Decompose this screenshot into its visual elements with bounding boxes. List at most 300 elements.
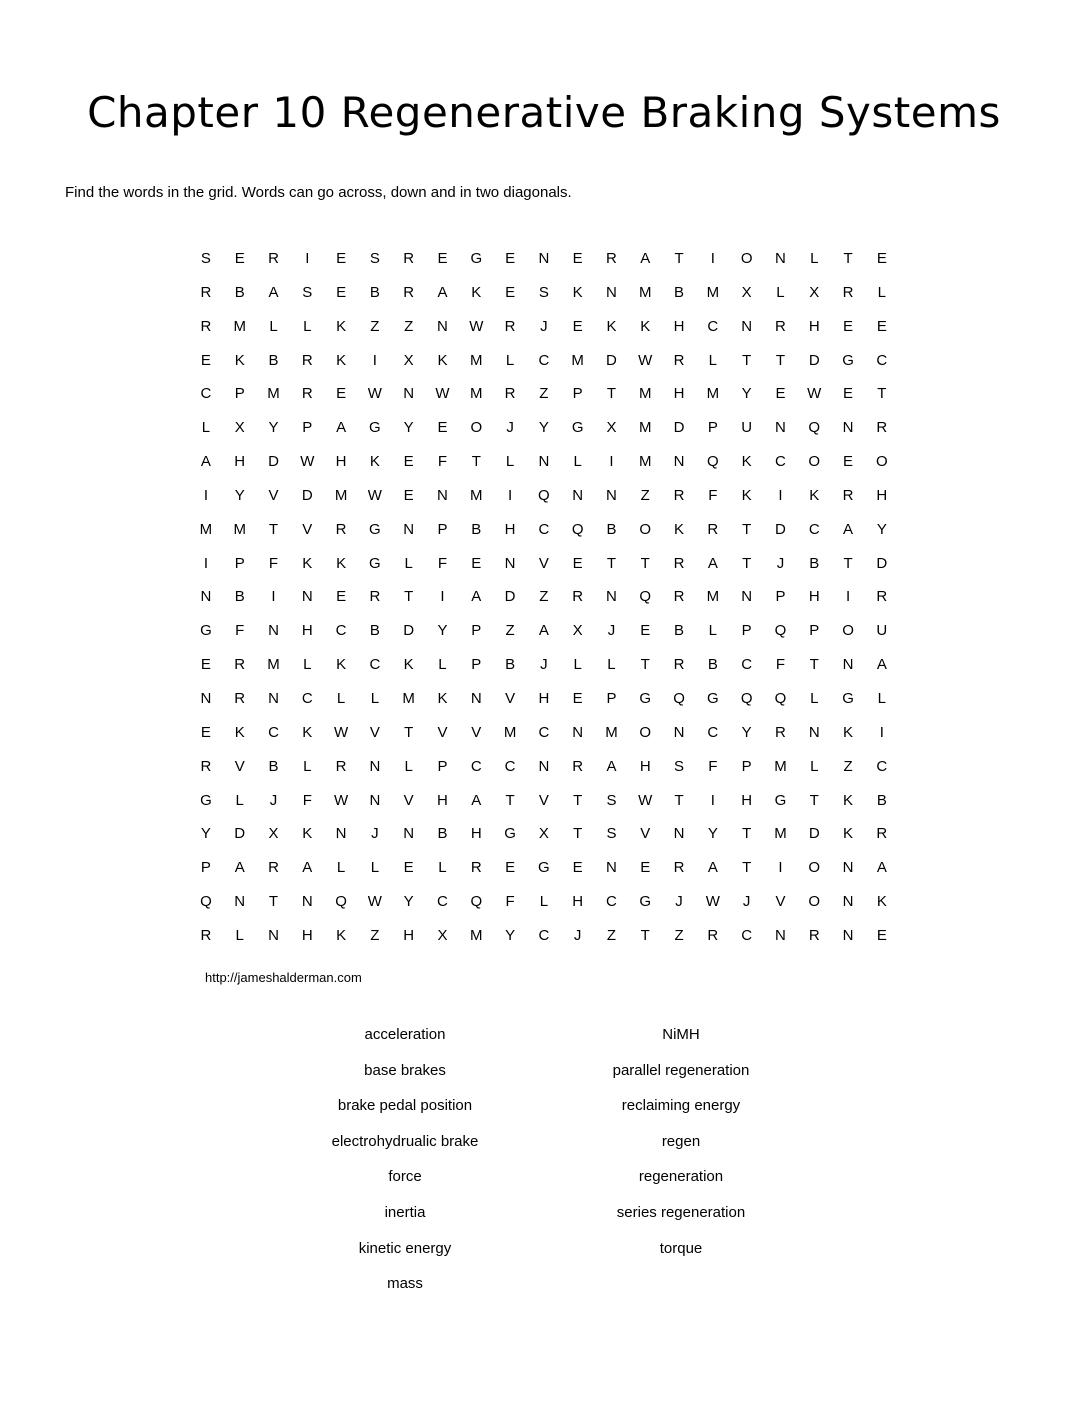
grid-letter: J xyxy=(506,419,514,437)
grid-letter: D xyxy=(673,419,685,437)
grid-letter: K xyxy=(336,351,347,369)
grid-letter: I xyxy=(710,250,715,267)
grid-letter: G xyxy=(470,250,483,267)
grid-letter: E xyxy=(336,385,347,403)
grid-letter: H xyxy=(470,825,482,843)
grid-letter: D xyxy=(775,520,786,538)
grid-letter: N xyxy=(369,757,381,775)
grid-letter: C xyxy=(606,893,617,911)
grid-letter: S xyxy=(674,757,685,775)
grid-letter: C xyxy=(876,351,888,369)
word-list-item: brake pedal position xyxy=(337,1097,473,1115)
grid-letter: O xyxy=(808,893,821,911)
grid-letter: F xyxy=(302,791,312,809)
grid-letter: P xyxy=(741,757,752,775)
grid-letter: R xyxy=(606,250,617,267)
grid-letter: G xyxy=(369,520,381,538)
grid-letter: G xyxy=(538,859,550,877)
grid-letter: M xyxy=(639,385,652,403)
grid-letter: Z xyxy=(539,588,549,606)
grid-letter: A xyxy=(471,588,482,606)
grid-letter: M xyxy=(470,351,483,369)
grid-letter: T xyxy=(674,791,684,809)
grid-letter: V xyxy=(302,520,313,538)
grid-letter: H xyxy=(504,520,516,538)
grid-letter: E xyxy=(200,656,211,674)
grid-letter: R xyxy=(673,486,685,504)
grid-letter: L xyxy=(303,757,312,775)
grid-row xyxy=(189,552,899,586)
grid-letter: R xyxy=(301,351,313,369)
grid-letter: R xyxy=(842,486,854,504)
grid-letter: P xyxy=(572,385,583,403)
grid-letter: L xyxy=(303,317,312,335)
grid-letter: C xyxy=(876,757,888,775)
word-list-item: base brakes xyxy=(364,1061,446,1079)
grid-letter: P xyxy=(775,588,786,606)
grid-letter: C xyxy=(369,656,381,674)
grid-letter: A xyxy=(876,656,887,674)
grid-letter: Y xyxy=(403,893,414,911)
grid-row xyxy=(189,450,899,484)
grid-letter: V xyxy=(538,791,549,809)
grid-row xyxy=(189,518,899,552)
grid-letter: I xyxy=(879,723,884,741)
grid-letter: E xyxy=(876,317,887,335)
grid-letter: L xyxy=(201,419,211,437)
grid-letter: N xyxy=(572,723,584,741)
grid-letter: K xyxy=(843,825,854,843)
grid-letter: N xyxy=(504,554,516,572)
grid-letter: N xyxy=(403,825,415,843)
word-list-item: inertia xyxy=(384,1203,426,1221)
grid-letter: E xyxy=(640,622,651,640)
grid-letter: L xyxy=(776,283,785,301)
word-list-item: series regeneration xyxy=(616,1203,746,1221)
grid-letter: V xyxy=(369,723,380,741)
page-title: Chapter 10 Regenerative Braking Systems xyxy=(87,88,1001,137)
grid-letter: A xyxy=(437,283,448,301)
grid-letter: O xyxy=(740,250,753,267)
grid-letter: T xyxy=(877,385,887,403)
grid-letter: L xyxy=(235,926,244,944)
grid-letter: E xyxy=(843,317,854,335)
grid-letter: M xyxy=(774,825,787,843)
grid-letter: J xyxy=(540,656,548,674)
grid-letter: R xyxy=(403,283,415,301)
grid-letter: M xyxy=(503,723,517,741)
grid-letter: P xyxy=(471,622,482,640)
grid-row xyxy=(189,484,899,518)
grid-letter: I xyxy=(203,554,208,572)
grid-letter: C xyxy=(504,757,516,775)
grid-letter: Y xyxy=(741,385,752,403)
grid-letter: J xyxy=(607,622,616,640)
grid-letter: N xyxy=(437,486,448,504)
grid-letter: L xyxy=(810,757,819,775)
grid-letter: J xyxy=(540,317,548,335)
word-list-item: force xyxy=(388,1168,422,1186)
grid-letter: Y xyxy=(538,419,549,437)
grid-letter: M xyxy=(639,453,652,471)
grid-letter: C xyxy=(200,385,212,403)
grid-letter: H xyxy=(301,622,313,640)
grid-letter: H xyxy=(808,588,820,606)
grid-letter: R xyxy=(572,588,584,606)
grid-letter: Q xyxy=(673,689,685,707)
grid-letter: R xyxy=(200,283,212,301)
grid-letter: Z xyxy=(640,486,650,504)
grid-letter: A xyxy=(268,283,279,301)
grid-letter: N xyxy=(369,791,381,809)
grid-letter: K xyxy=(234,351,245,369)
grid-letter: N xyxy=(673,825,685,843)
grid-letter: T xyxy=(674,250,684,267)
grid-letter: E xyxy=(876,926,887,944)
grid-letter: V xyxy=(640,825,651,843)
grid-letter: H xyxy=(741,791,753,809)
grid-letter: F xyxy=(708,486,718,504)
grid-letter: M xyxy=(199,520,213,538)
grid-letter: P xyxy=(437,757,448,775)
grid-letter: M xyxy=(571,351,584,369)
grid-letter: J xyxy=(776,554,785,572)
grid-letter: N xyxy=(200,689,212,707)
grid-letter: I xyxy=(778,859,783,877)
grid-letter: N xyxy=(606,283,617,301)
grid-letter: C xyxy=(538,351,550,369)
grid-letter: R xyxy=(200,757,212,775)
grid-letter: O xyxy=(470,419,483,437)
grid-letter: T xyxy=(640,554,650,572)
grid-letter: W xyxy=(334,723,349,741)
grid-letter: K xyxy=(606,317,617,335)
grid-letter: N xyxy=(538,757,550,775)
grid-letter: N xyxy=(538,453,550,471)
grid-letter: F xyxy=(437,554,448,572)
grid-letter: L xyxy=(235,791,244,809)
grid-letter: L xyxy=(810,250,819,267)
grid-letter: N xyxy=(301,588,313,606)
grid-letter: Y xyxy=(200,825,211,843)
grid-letter: P xyxy=(809,622,820,640)
grid-letter: E xyxy=(403,453,414,471)
grid-row xyxy=(189,619,899,653)
grid-letter: M xyxy=(267,385,280,403)
grid-letter: L xyxy=(336,689,346,707)
grid-letter: C xyxy=(808,520,820,538)
grid-letter: F xyxy=(505,893,515,911)
grid-letter: Z xyxy=(539,385,549,403)
grid-letter: L xyxy=(269,317,278,335)
grid-letter: V xyxy=(775,893,786,911)
grid-letter: R xyxy=(673,588,685,606)
grid-letter: R xyxy=(775,317,786,335)
grid-letter: N xyxy=(268,689,279,707)
grid-letter: Z xyxy=(370,926,380,944)
grid-letter: V xyxy=(268,486,279,504)
grid-letter: Y xyxy=(707,825,718,843)
grid-letter: R xyxy=(268,859,279,877)
grid-letter: K xyxy=(843,791,854,809)
grid-letter: A xyxy=(302,859,313,877)
grid-letter: M xyxy=(470,385,483,403)
grid-letter: H xyxy=(572,893,584,911)
grid-letter: Y xyxy=(403,419,414,437)
grid-letter: W xyxy=(367,486,382,504)
grid-letter: K xyxy=(674,520,685,538)
grid-letter: E xyxy=(200,351,211,369)
grid-letter: D xyxy=(504,588,516,606)
grid-letter: P xyxy=(471,656,482,674)
grid-letter: E xyxy=(640,859,651,877)
grid-letter: C xyxy=(741,656,753,674)
grid-letter: L xyxy=(573,656,582,674)
grid-letter: E xyxy=(403,486,414,504)
grid-letter: X xyxy=(437,926,448,944)
grid-letter: W xyxy=(367,385,382,403)
grid-letter: M xyxy=(605,723,618,741)
grid-letter: I xyxy=(203,486,208,504)
grid-letter: N xyxy=(775,250,786,267)
grid-letter: R xyxy=(808,926,820,944)
word-list-item: acceleration xyxy=(364,1026,446,1043)
grid-letter: W xyxy=(300,453,315,471)
grid-letter: B xyxy=(674,283,685,301)
grid-letter: E xyxy=(843,453,854,471)
grid-letter: K xyxy=(302,554,313,572)
grid-letter: Y xyxy=(268,419,279,437)
grid-letter: H xyxy=(403,926,415,944)
grid-letter: N xyxy=(403,520,415,538)
grid-letter: O xyxy=(842,622,854,640)
grid-letter: E xyxy=(775,385,786,403)
grid-letter: R xyxy=(301,385,313,403)
grid-letter: C xyxy=(538,520,550,538)
grid-letter: B xyxy=(707,656,718,674)
grid-letter: A xyxy=(606,757,617,775)
grid-letter: T xyxy=(573,825,583,843)
grid-letter: M xyxy=(233,520,246,538)
word-list-item: kinetic energy xyxy=(358,1239,452,1257)
grid-letter: N xyxy=(606,486,617,504)
grid-letter: H xyxy=(673,317,685,335)
grid-letter: F xyxy=(775,656,786,674)
grid-letter: E xyxy=(437,250,448,267)
grid-letter: Z xyxy=(843,757,853,775)
grid-letter: I xyxy=(440,588,445,606)
grid-letter: Z xyxy=(370,317,380,335)
grid-letter: N xyxy=(538,250,550,267)
grid-letter: B xyxy=(606,520,617,538)
grid-letter: Q xyxy=(538,486,550,504)
grid-row xyxy=(189,281,899,315)
grid-letter: Q xyxy=(774,622,787,640)
grid-letter: L xyxy=(438,859,447,877)
grid-letter: L xyxy=(404,757,413,775)
grid-letter: A xyxy=(707,554,718,572)
grid-letter: O xyxy=(808,859,821,877)
grid-letter: E xyxy=(437,419,448,437)
grid-letter: L xyxy=(370,689,380,707)
grid-letter: X xyxy=(403,351,414,369)
grid-letter: Q xyxy=(470,893,483,911)
grid-letter: K xyxy=(437,689,448,707)
grid-letter: E xyxy=(572,689,583,707)
grid-letter: K xyxy=(369,453,380,471)
grid-letter: Y xyxy=(234,486,245,504)
word-search-grid xyxy=(189,247,899,958)
grid-letter: T xyxy=(471,453,481,471)
grid-letter: D xyxy=(268,453,279,471)
grid-letter: E xyxy=(572,250,583,267)
grid-letter: W xyxy=(334,791,349,809)
grid-letter: I xyxy=(845,588,851,606)
grid-letter: E xyxy=(572,859,583,877)
grid-letter: R xyxy=(876,825,888,843)
word-list-item: NiMH xyxy=(662,1026,700,1043)
grid-letter: T xyxy=(742,351,752,369)
grid-letter: P xyxy=(302,419,313,437)
grid-letter: X xyxy=(268,825,279,843)
grid-letter: S xyxy=(606,791,617,809)
grid-letter: G xyxy=(842,689,854,707)
grid-letter: B xyxy=(674,622,685,640)
grid-letter: K xyxy=(403,656,414,674)
grid-letter: N xyxy=(301,893,313,911)
grid-letter: M xyxy=(706,588,720,606)
grid-letter: L xyxy=(539,893,549,911)
grid-letter: S xyxy=(302,283,313,301)
grid-letter: L xyxy=(505,351,515,369)
grid-letter: B xyxy=(437,825,448,843)
grid-letter: V xyxy=(234,757,245,775)
grid-letter: T xyxy=(742,554,752,572)
grid-letter: L xyxy=(505,453,515,471)
grid-letter: R xyxy=(775,723,786,741)
grid-letter: G xyxy=(200,622,212,640)
grid-row xyxy=(189,687,899,721)
grid-letter: N xyxy=(268,622,279,640)
grid-letter: T xyxy=(573,791,583,809)
grid-letter: R xyxy=(572,757,584,775)
grid-letter: B xyxy=(471,520,482,538)
grid-letter: C xyxy=(538,926,550,944)
grid-row xyxy=(189,349,899,383)
grid-letter: I xyxy=(778,486,783,504)
grid-letter: B xyxy=(234,588,245,606)
grid-letter: E xyxy=(471,554,482,572)
grid-letter: E xyxy=(505,283,516,301)
grid-letter: R xyxy=(673,859,685,877)
instructions: Find the words in the grid. Words can go across, down and in two diagonals. xyxy=(65,184,572,201)
grid-letter: K xyxy=(741,453,752,471)
grid-letter: M xyxy=(470,926,483,944)
grid-letter: I xyxy=(372,351,377,369)
grid-letter: P xyxy=(234,554,245,572)
grid-letter: S xyxy=(538,283,549,301)
grid-letter: C xyxy=(301,689,313,707)
grid-letter: G xyxy=(200,791,212,809)
grid-letter: W xyxy=(469,317,484,335)
grid-letter: C xyxy=(335,622,347,640)
grid-letter: M xyxy=(402,689,415,707)
grid-letter: R xyxy=(707,926,719,944)
grid-letter: R xyxy=(234,689,246,707)
grid-letter: H xyxy=(876,486,888,504)
grid-letter: H xyxy=(234,453,246,471)
grid-row xyxy=(189,416,899,450)
grid-letter: T xyxy=(843,554,853,572)
grid-letter: R xyxy=(470,859,482,877)
grid-letter: W xyxy=(705,893,720,911)
grid-letter: S xyxy=(606,825,617,843)
grid-letter: T xyxy=(742,825,752,843)
grid-letter: N xyxy=(808,723,820,741)
grid-row xyxy=(189,315,899,349)
grid-letter: P xyxy=(200,859,211,877)
grid-letter: S xyxy=(200,250,211,267)
grid-letter: A xyxy=(200,453,211,471)
grid-letter: S xyxy=(369,250,380,267)
grid-letter: T xyxy=(640,926,650,944)
grid-letter: L xyxy=(708,622,718,640)
grid-letter: N xyxy=(842,859,854,877)
grid-letter: H xyxy=(538,689,550,707)
grid-letter: H xyxy=(639,757,651,775)
grid-letter: U xyxy=(741,419,753,437)
grid-letter: D xyxy=(808,351,820,369)
grid-letter: N xyxy=(335,825,347,843)
grid-letter: T xyxy=(809,656,819,674)
grid-letter: X xyxy=(741,283,752,301)
grid-letter: R xyxy=(403,250,415,267)
grid-letter: J xyxy=(675,893,683,911)
grid-letter: V xyxy=(437,723,448,741)
grid-letter: Q xyxy=(774,689,787,707)
grid-letter: E xyxy=(336,250,347,267)
grid-row xyxy=(189,721,899,755)
grid-letter: R xyxy=(707,520,719,538)
grid-letter: K xyxy=(336,926,347,944)
grid-letter: N xyxy=(741,588,753,606)
grid-letter: A xyxy=(538,622,549,640)
grid-letter: P xyxy=(707,419,718,437)
grid-letter: X xyxy=(606,419,617,437)
grid-letter: O xyxy=(639,723,652,741)
grid-letter: I xyxy=(710,791,715,809)
grid-letter: W xyxy=(807,385,822,403)
grid-letter: N xyxy=(606,588,617,606)
word-list-left xyxy=(255,1026,555,1311)
grid-letter: H xyxy=(301,926,313,944)
word-list-item: torque xyxy=(659,1239,703,1257)
grid-letter: E xyxy=(572,317,583,335)
grid-letter: R xyxy=(335,520,347,538)
grid-letter: J xyxy=(371,825,379,843)
grid-letter: X xyxy=(234,419,245,437)
grid-letter: N xyxy=(775,926,786,944)
grid-letter: K xyxy=(336,317,347,335)
grid-letter: K xyxy=(302,723,313,741)
grid-letter: N xyxy=(200,588,212,606)
grid-letter: T xyxy=(775,351,786,369)
grid-letter: M xyxy=(639,419,652,437)
grid-letter: N xyxy=(268,926,279,944)
grid-letter: R xyxy=(673,656,685,674)
grid-letter: T xyxy=(742,859,752,877)
grid-letter: Z xyxy=(404,317,414,335)
